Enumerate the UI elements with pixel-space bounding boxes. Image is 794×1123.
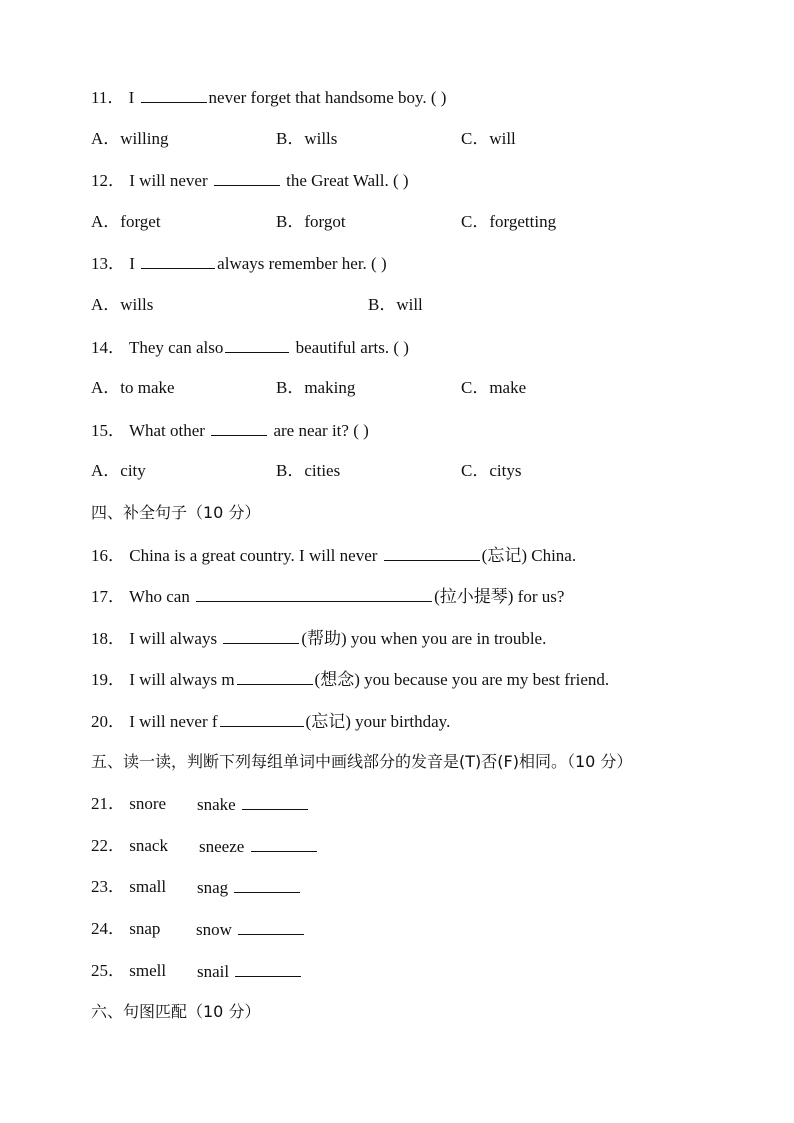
answer-blank[interactable] — [141, 86, 207, 103]
word-1: snore — [129, 794, 167, 813]
question-number: 21． — [91, 794, 125, 813]
word-2: snag — [197, 878, 229, 897]
word-1: smell — [129, 961, 167, 980]
question-number: 17． — [91, 587, 125, 606]
answer-blank[interactable] — [242, 793, 308, 810]
option-a[interactable]: A．willing — [91, 129, 169, 148]
word-1: small — [129, 877, 167, 896]
question-text-after: never forget that handsome boy. ( ) — [208, 88, 447, 107]
answer-blank[interactable] — [141, 252, 215, 269]
option-c[interactable]: C．make — [461, 378, 527, 397]
answer-blank[interactable] — [220, 710, 304, 727]
answer-blank[interactable] — [384, 544, 480, 561]
answer-blank[interactable] — [238, 918, 304, 935]
answer-blank[interactable] — [251, 835, 317, 852]
word-pair-22 — [199, 835, 319, 858]
question-text-before: I will never f — [129, 712, 218, 731]
question-text-after: the Great Wall. ( ) — [286, 171, 409, 190]
word-2: snail — [197, 962, 230, 981]
question-text-before: They can also — [128, 338, 224, 357]
question-number: 20． — [91, 712, 125, 731]
answer-blank[interactable] — [223, 627, 299, 644]
question-number: 25． — [91, 961, 125, 980]
option-b[interactable]: B．wills — [276, 129, 338, 148]
question-text-after: (想念) you because you are my best friend. — [314, 670, 610, 689]
option-a[interactable]: A．city — [91, 461, 146, 480]
option-c[interactable]: C．will — [461, 129, 516, 148]
question-number: 19． — [91, 670, 125, 689]
question-text-before: I will never — [129, 171, 208, 190]
question-18 — [91, 627, 546, 650]
option-b[interactable]: B．will — [368, 295, 423, 314]
option-b[interactable]: B．making — [276, 378, 356, 397]
question-text-before: What other — [128, 421, 205, 440]
word-2: snake — [197, 795, 236, 814]
question-number: 22． — [91, 836, 125, 855]
question-14 — [91, 336, 409, 359]
question-text-before: I — [129, 254, 135, 273]
question-11 — [91, 86, 446, 109]
word-pair-21 — [197, 793, 310, 816]
question-13 — [91, 252, 387, 275]
answer-blank[interactable] — [235, 960, 301, 977]
question-text-before: China is a great country. I will never — [129, 546, 378, 565]
question-21 — [91, 793, 166, 815]
option-a[interactable]: A．forget — [91, 212, 161, 231]
word-2: sneeze — [199, 837, 245, 856]
question-number: 14． — [91, 338, 125, 357]
question-20 — [91, 710, 450, 733]
question-text-after: are near it? ( ) — [273, 421, 369, 440]
answer-blank[interactable] — [237, 668, 313, 685]
word-1: snap — [129, 919, 161, 938]
question-24 — [91, 918, 160, 940]
question-number: 24． — [91, 919, 125, 938]
word-pair-23 — [197, 876, 302, 899]
question-number: 16． — [91, 546, 125, 565]
option-c[interactable]: C．forgetting — [461, 212, 557, 231]
question-text-before: I will always m — [129, 670, 235, 689]
question-number: 12． — [91, 171, 125, 190]
question-22 — [91, 835, 168, 857]
question-text-after: beautiful arts. ( ) — [295, 338, 409, 357]
word-pair-25 — [197, 960, 303, 983]
question-text-before: Who can — [128, 587, 190, 606]
question-text-after: (拉小提琴) for us? — [434, 587, 565, 606]
section-4-heading: 四、补全句子（10 分） — [91, 503, 261, 522]
question-16 — [91, 544, 576, 567]
question-25 — [91, 960, 166, 982]
question-12 — [91, 169, 409, 192]
option-a[interactable]: A．to make — [91, 378, 175, 397]
word-pair-24 — [196, 918, 306, 941]
question-text-after: (忘记) China. — [481, 546, 577, 565]
question-number: 11． — [91, 88, 125, 107]
question-number: 15． — [91, 421, 125, 440]
answer-blank[interactable] — [211, 419, 267, 436]
answer-blank[interactable] — [225, 336, 289, 353]
question-17 — [91, 585, 564, 608]
question-19 — [91, 668, 609, 691]
word-2: snow — [196, 920, 232, 939]
option-b[interactable]: B．cities — [276, 461, 341, 480]
question-text-before: I will always — [129, 629, 218, 648]
question-text-after: always remember her. ( ) — [217, 254, 387, 273]
answer-blank[interactable] — [234, 876, 300, 893]
question-text-after: (帮助) you when you are in trouble. — [301, 629, 547, 648]
question-text-before: I — [128, 88, 135, 107]
answer-blank[interactable] — [214, 169, 280, 186]
option-b[interactable]: B．forgot — [276, 212, 346, 231]
question-text-after: (忘记) your birthday. — [305, 712, 451, 731]
option-c[interactable]: C．citys — [461, 461, 522, 480]
word-1: snack — [129, 836, 168, 855]
section-6-heading: 六、句图匹配（10 分） — [91, 1002, 261, 1021]
answer-blank[interactable] — [196, 585, 432, 602]
question-15 — [91, 419, 369, 442]
question-number: 23． — [91, 877, 125, 896]
question-23 — [91, 876, 166, 898]
question-number: 18． — [91, 629, 125, 648]
question-number: 13． — [91, 254, 125, 273]
section-5-heading: 五、读一读，判断下列每组单词中画线部分的发音是(T)否(F)相同。（10 分） — [91, 752, 633, 771]
option-a[interactable]: A．wills — [91, 295, 154, 314]
